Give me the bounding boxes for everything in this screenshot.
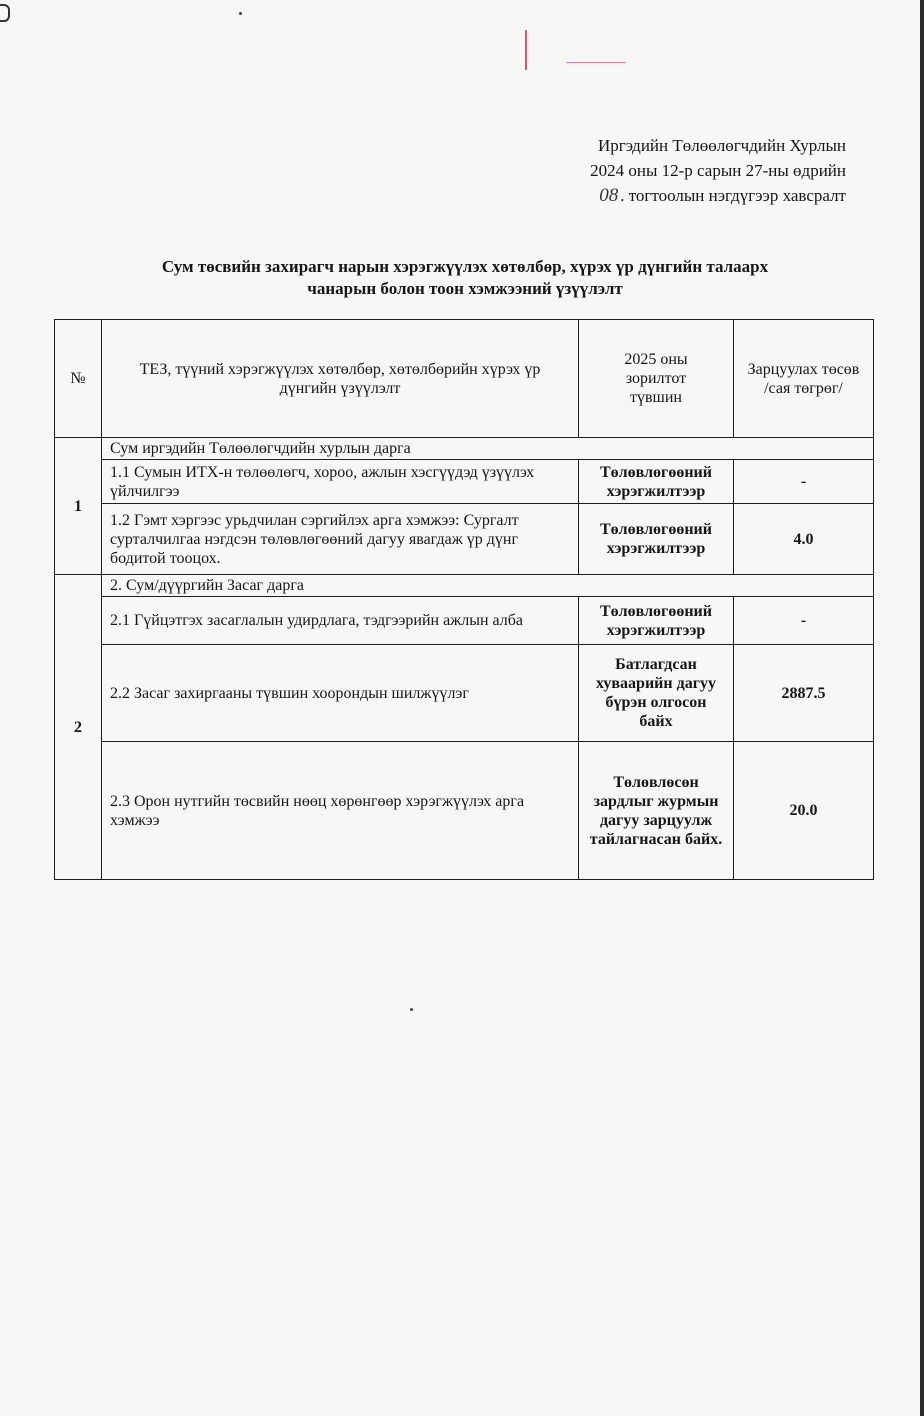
item-budget: - [734, 597, 874, 645]
item-text: 2.3 Орон нутгийн төсвийн нөөц хөрөнгөөр хэрэгжүүлэх арга хэмжээ [102, 742, 579, 880]
header-target: 2025 оны зорилтот түвшин [579, 320, 734, 438]
red-pen-mark [566, 62, 626, 63]
section-row [55, 575, 874, 597]
scan-corner-mark [0, 4, 10, 22]
table-row [55, 460, 874, 504]
table-header-row [55, 320, 874, 438]
item-target: Төлөвлөсөн зардлыг журмын дагуу зарцуулж тайлагнасан байх. [579, 742, 734, 880]
table-row [55, 742, 874, 880]
item-budget: 20.0 [734, 742, 874, 880]
table-row [55, 645, 874, 742]
item-text: 1.1 Сумын ИТХ-н төлөөлөгч, хороо, ажлын хэсгүүдэд үзүүлэх үйлчилгээ [102, 460, 579, 504]
item-target: Төлөвлөгөөний хэрэгжилтээр [579, 504, 734, 575]
indicators-table [54, 319, 874, 880]
header-budget: Зарцуулах төсөв /сая төгрөг/ [734, 320, 874, 438]
item-budget: 2887.5 [734, 645, 874, 742]
section-number: 2 [55, 575, 102, 880]
header-line-date: 2024 оны 12-р сарын 27-ны өдрийн [590, 161, 846, 180]
section-row [55, 438, 874, 460]
item-text: 2.1 Гүйцэтгэх засаглалын удирдлага, тэдгээрийн ажлын алба [102, 597, 579, 645]
red-pen-mark [525, 30, 527, 70]
header-line-resolution [590, 183, 846, 208]
table-row [55, 504, 874, 575]
item-text: 1.2 Гэмт хэргээс урьдчилан сэргийлэх арга хэмжээ: Сургалт сурталчилгаа нэгдсэн төлөвлөгөөний дагуу явагдаж үр дүнг бодитой тооцох. [102, 504, 579, 575]
header-num: № [55, 320, 102, 438]
header-program: ТЕЗ, түүний хэрэгжүүлэх хөтөлбөр, хөтөлбөрийн хүрэх үр дүнгийн үзүүлэлт [102, 320, 579, 438]
item-budget: 4.0 [734, 504, 874, 575]
title-line-2: чанарын болон тоон хэмжээний үзүүлэлт [307, 279, 623, 298]
section-number: 1 [55, 438, 102, 575]
scan-edge [920, 0, 924, 1416]
title-line-1: Сум төсвийн захирагч нарын хэрэгжүүлэх хөтөлбөр, хүрэх үр дүнгийн талаарх [161, 257, 769, 276]
table-row [55, 597, 874, 645]
scan-speck [410, 1008, 413, 1011]
document-header [590, 133, 846, 208]
section-title: 2. Сум/дүүргийн Засаг дарга [102, 575, 874, 597]
item-target: Батлагдсан хуваарийн дагуу бүрэн олгосон байх [579, 645, 734, 742]
item-target: Төлөвлөгөөний хэрэгжилтээр [579, 597, 734, 645]
item-text: 2.2 Засаг захиргааны түвшин хоорондын шилжүүлэг [102, 645, 579, 742]
document-title [60, 256, 870, 300]
item-target: Төлөвлөгөөний хэрэгжилтээр [579, 460, 734, 504]
section-title: Сум иргэдийн Төлөөлөгчдийн хурлын дарга [102, 438, 874, 460]
resolution-number: 08 [599, 185, 619, 206]
scan-speck [239, 12, 242, 15]
item-budget: - [734, 460, 874, 504]
resolution-text: . тогтоолын нэгдүгээр хавсралт [620, 186, 846, 205]
header-line-council: Иргэдийн Төлөөлөгчдийн Хурлын [598, 136, 846, 155]
